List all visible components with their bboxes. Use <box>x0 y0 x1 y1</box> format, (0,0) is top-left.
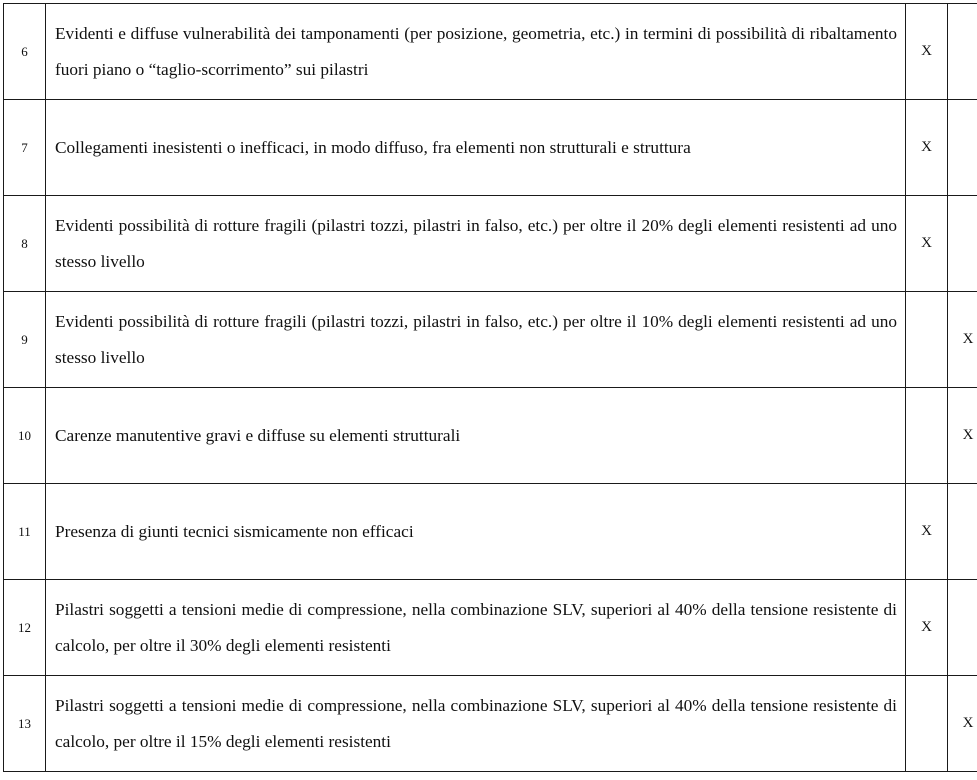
row-description: Evidenti e diffuse vulnerabilità dei tamponamenti (per posizione, geometria, etc.) in termini di possibilità di ribaltamento fuori piano o “taglio-scorrimento” sui pilastri <box>46 4 906 100</box>
check-column-b <box>948 484 977 580</box>
row-description: Pilastri soggetti a tensioni medie di compressione, nella combinazione SLV, superiori al 40% della tensione resistente di calcolo, per oltre il 30% degli elementi resistenti <box>46 580 906 676</box>
row-number: 8 <box>4 196 46 292</box>
row-description: Pilastri soggetti a tensioni medie di compressione, nella combinazione SLV, superiori al 40% della tensione resistente di calcolo, per oltre il 15% degli elementi resistenti <box>46 676 906 772</box>
check-column-a: X <box>906 4 948 100</box>
check-column-b <box>948 580 977 676</box>
check-column-b <box>948 4 977 100</box>
check-column-b: X <box>948 388 977 484</box>
table-row <box>4 292 977 388</box>
check-column-b <box>948 100 977 196</box>
row-number: 10 <box>4 388 46 484</box>
check-column-b: X <box>948 292 977 388</box>
table-row <box>4 676 977 772</box>
check-column-a: X <box>906 100 948 196</box>
table-row <box>4 4 977 100</box>
row-description: Carenze manutentive gravi e diffuse su elementi strutturali <box>46 388 906 484</box>
check-column-a: X <box>906 196 948 292</box>
row-number: 11 <box>4 484 46 580</box>
row-number: 12 <box>4 580 46 676</box>
check-column-b <box>948 196 977 292</box>
table-row <box>4 100 977 196</box>
row-description: Evidenti possibilità di rotture fragili (pilastri tozzi, pilastri in falso, etc.) per oltre il 10% degli elementi resistenti ad uno stesso livello <box>46 292 906 388</box>
row-description: Collegamenti inesistenti o inefficaci, in modo diffuso, fra elementi non strutturali e struttura <box>46 100 906 196</box>
check-column-a: X <box>906 484 948 580</box>
check-column-a: X <box>906 580 948 676</box>
check-column-a <box>906 292 948 388</box>
check-column-a <box>906 676 948 772</box>
row-number: 6 <box>4 4 46 100</box>
table-row <box>4 196 977 292</box>
row-number: 7 <box>4 100 46 196</box>
vulnerability-checklist-table <box>3 3 977 772</box>
row-number: 9 <box>4 292 46 388</box>
check-column-b: X <box>948 676 977 772</box>
row-number: 13 <box>4 676 46 772</box>
table-row <box>4 388 977 484</box>
table-row <box>4 580 977 676</box>
row-description: Evidenti possibilità di rotture fragili (pilastri tozzi, pilastri in falso, etc.) per oltre il 20% degli elementi resistenti ad uno stesso livello <box>46 196 906 292</box>
row-description: Presenza di giunti tecnici sismicamente non efficaci <box>46 484 906 580</box>
check-column-a <box>906 388 948 484</box>
table-row <box>4 484 977 580</box>
